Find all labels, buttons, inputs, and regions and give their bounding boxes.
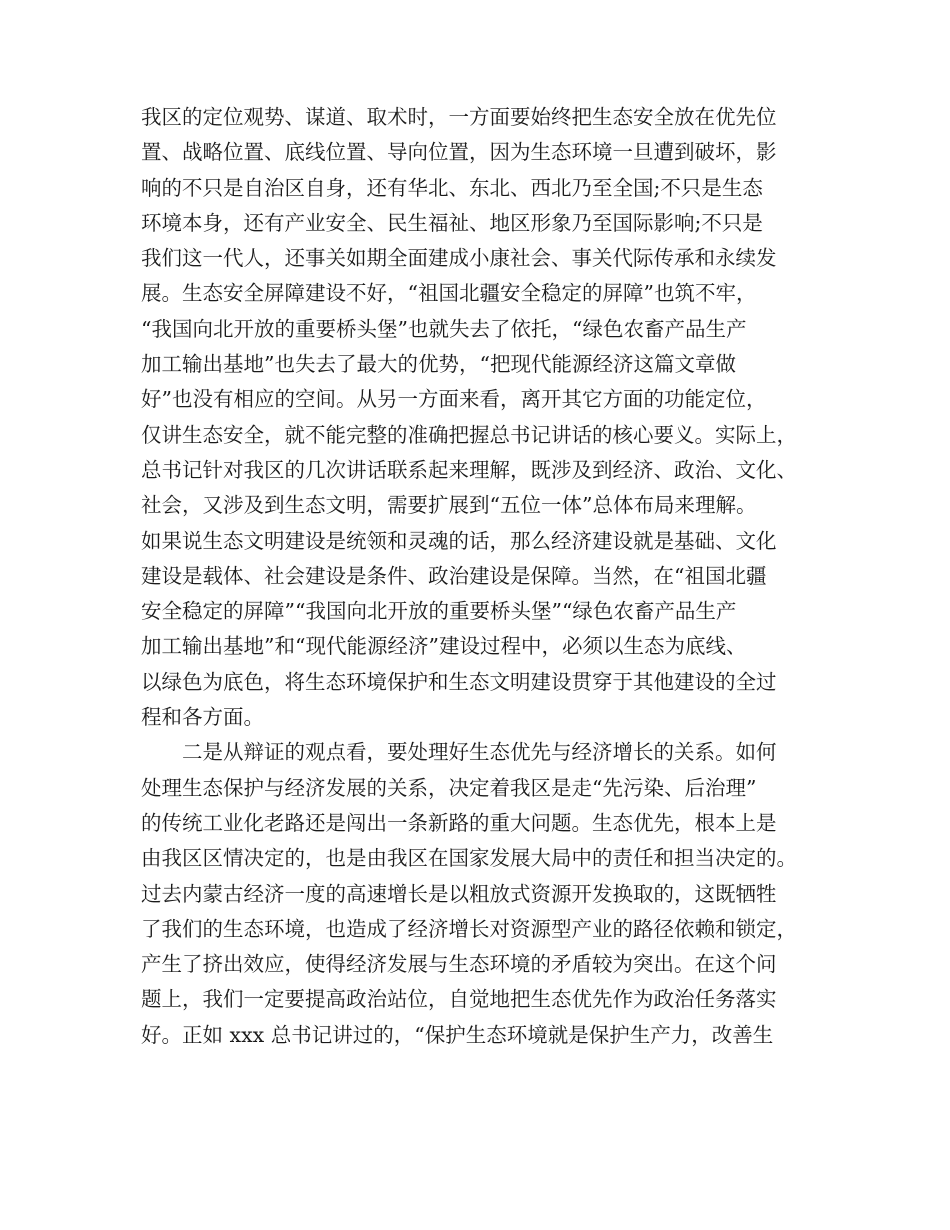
paragraph-2 [141,735,831,1053]
text-line: 建设是载体、社会建设是条件、政治建设是保障。当然，在“祖国北疆 [141,563,767,588]
text-line: 我们这一代人，还事关如期全面建成小康社会、事关代际传承和永续发 [141,246,777,271]
text-line: 的传统工业化老路还是闯出一条新路的重大问题。生态优先，根本上是 [141,810,777,835]
text-line: 仅讲生态安全，就不能完整的准确把握总书记讲话的核心要义。实际上， [141,422,797,447]
text-line: 总书记针对我区的几次讲话联系起来理解，既涉及到经济、政治、文化、 [141,457,797,482]
text-line: 我区的定位观势、谋道、取术时，一方面要始终把生态安全放在优先位 [141,105,777,129]
text-line: 响的不只是自治区自身，还有华北、东北、西北乃至全国;不只是生态 [141,175,763,200]
text-line: 好。正如 xxx 总书记讲过的，“保护生态环境就是保护生产力，改善生 [141,1022,774,1047]
text-line: 好”也没有相应的空间。从另一方面来看，离开其它方面的功能定位， [141,387,767,412]
text-line: 产生了挤出效应，使得经济发展与生态环境的矛盾较为突出。在这个问 [141,952,777,977]
text-line: 处理生态保护与经济发展的关系，决定着我区是走“先污染、后治理” [141,775,757,800]
text-line: 加工输出基地”也失去了最大的优势，“把现代能源经济这篇文章做 [141,352,736,377]
text-line: 环境本身，还有产业安全、民生福祉、地区形象乃至国际影响;不只是 [141,210,763,235]
text-line: 过去内蒙古经济一度的高速增长是以粗放式资源开发换取的，这既牺牲 [141,881,777,906]
text-line: 由我区区情决定的，也是由我区在国家发展大局中的责任和担当决定的。 [141,846,797,871]
text-line: 以绿色为底色，将生态环境保护和生态文明建设贯穿于其他建设的全过 [141,669,777,694]
text-line: 了我们的生态环境，也造成了经济增长对资源型产业的路径依赖和锁定， [141,916,797,941]
text-line: “我国向北开放的重要桥头堡”也就失去了依托，“绿色农畜产品生产 [141,316,747,341]
text-line: 社会，又涉及到生态文明，需要扩展到“五位一体”总体布局来理解。 [141,493,757,518]
paragraph-1 [141,100,831,735]
text-line: 置、战略位置、底线位置、导向位置，因为生态环境一旦遭到破坏，影 [141,140,777,165]
text-line: 程和各方面。 [141,705,264,730]
text-line: 展。生态安全屏障建设不好，“祖国北疆安全稳定的屏障”也筑不牢， [141,281,757,306]
text-line: 题上，我们一定要提高政治站位，自觉地把生态优先作为政治任务落实 [141,987,777,1012]
text-line: 安全稳定的屏障”“我国向北开放的重要桥头堡”“绿色农畜产品生产 [141,599,737,624]
document-body [141,100,831,1053]
text-line: 二是从辩证的观点看，要处理好生态优先与经济增长的关系。如何 [182,740,777,765]
text-line: 如果说生态文明建设是统领和灵魂的话，那么经济建设就是基础、文化 [141,528,777,553]
text-line: 加工输出基地”和“现代能源经济”建设过程中，必须以生态为底线、 [141,634,747,659]
